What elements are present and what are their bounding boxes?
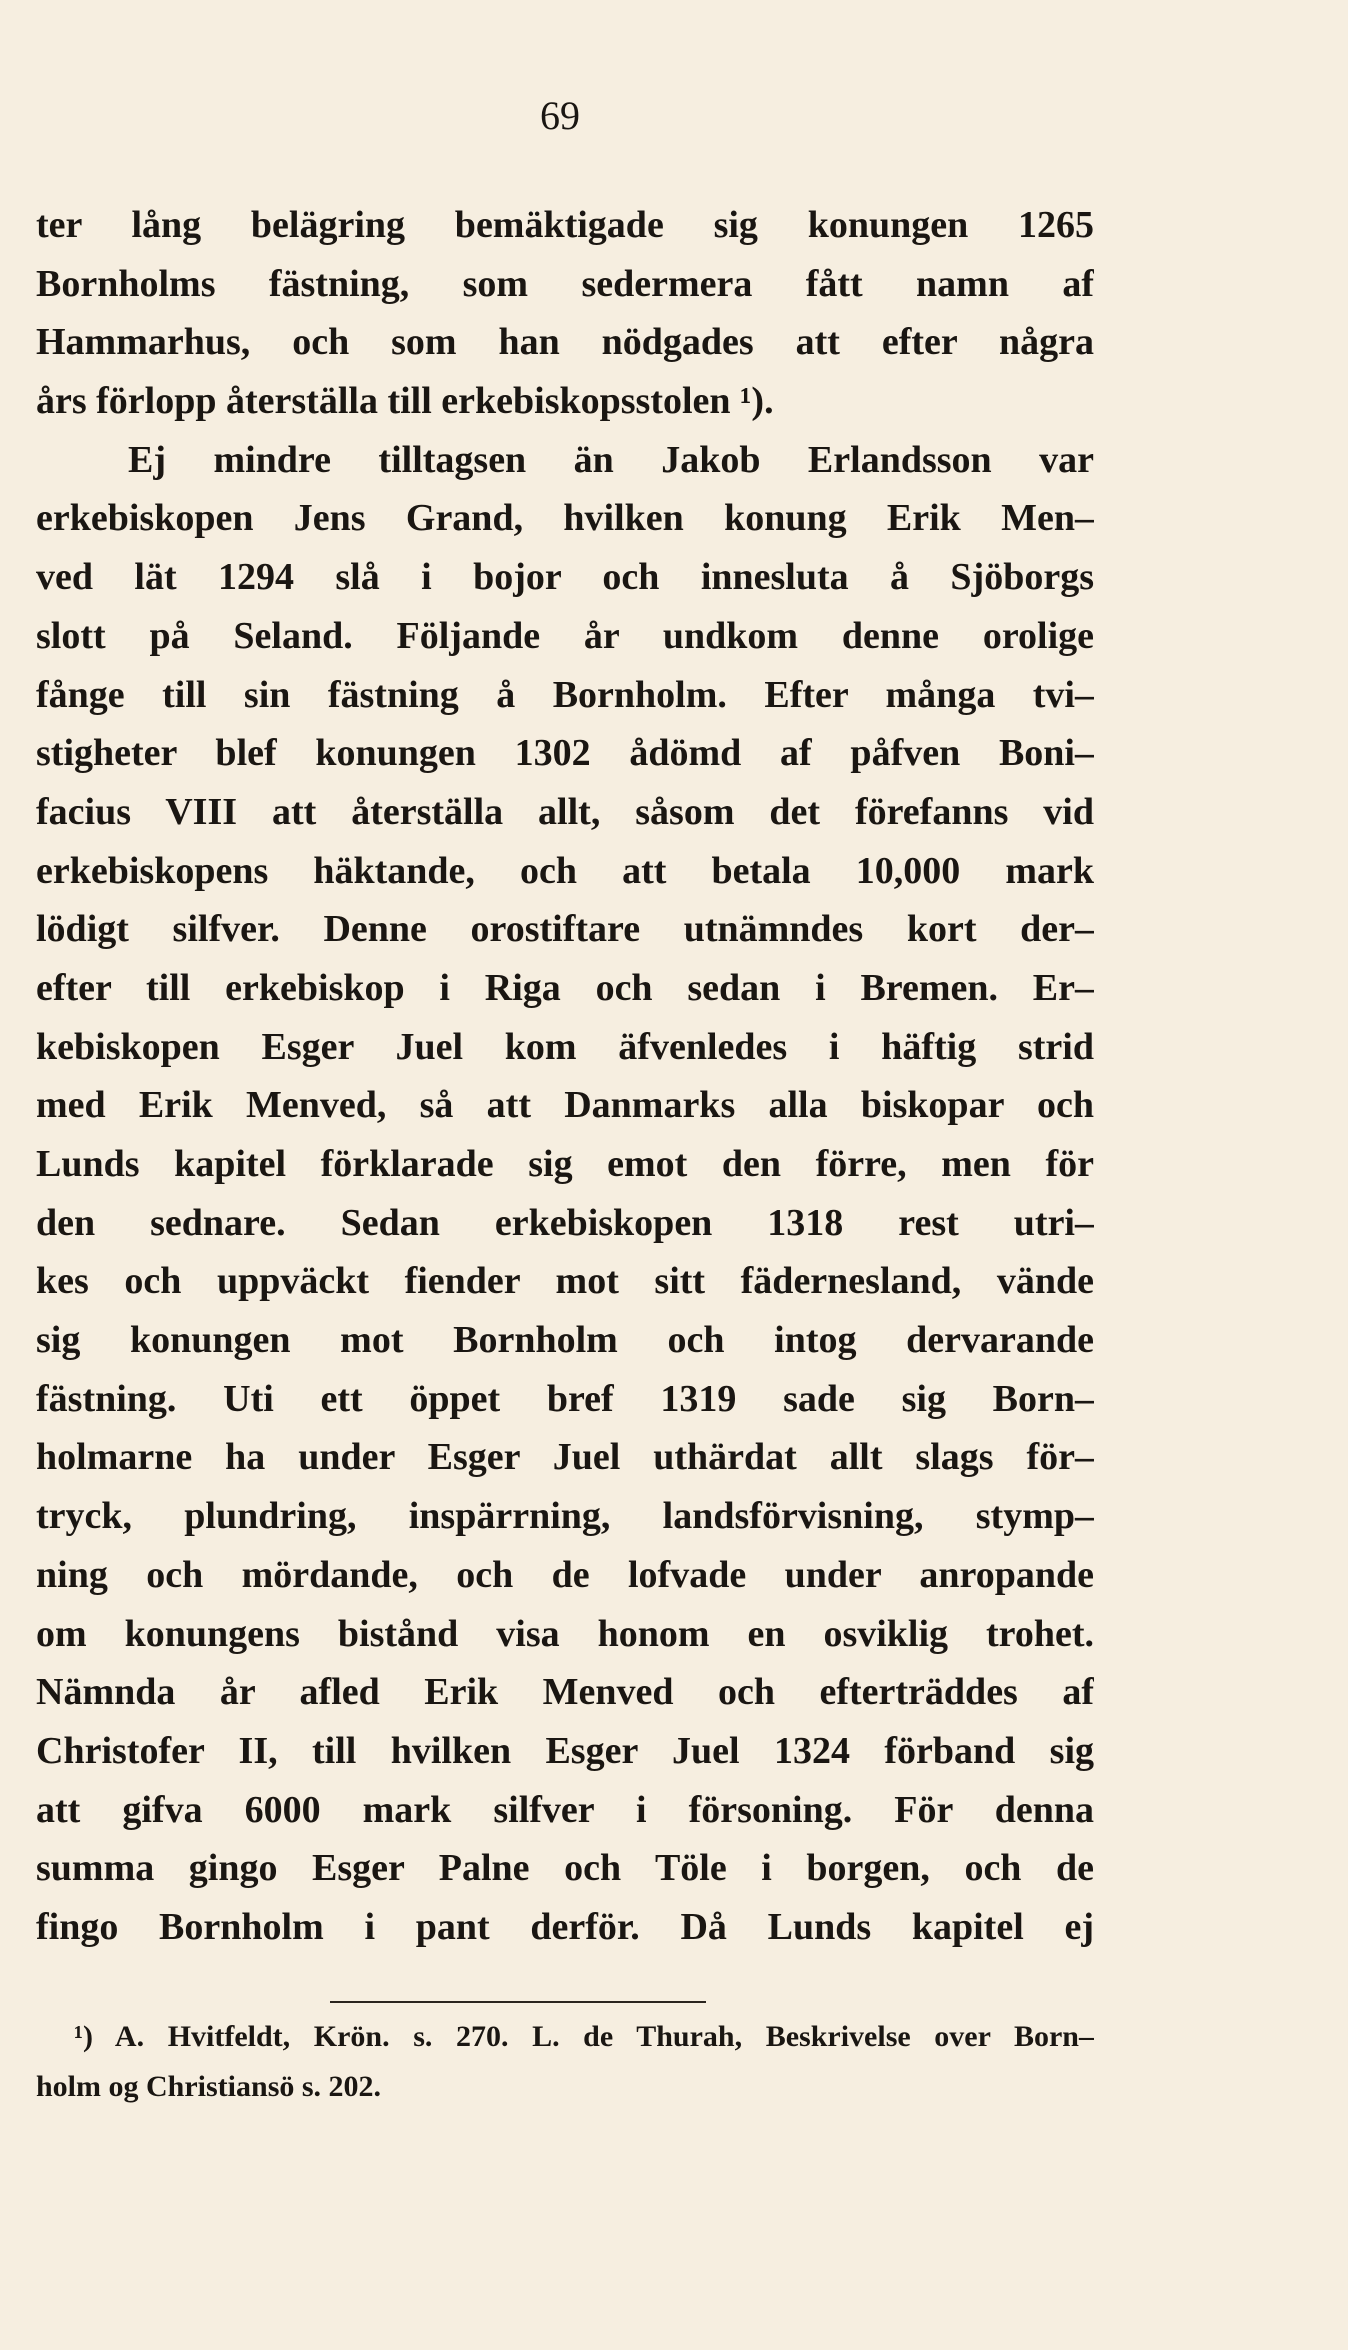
text-line: om konungens bistånd visa honom en osviklig trohet. <box>36 1612 1094 1655</box>
text-line: sig konungen mot Bornholm och intog dervarande <box>36 1319 1094 1362</box>
text-line: tryck, plundring, inspärrning, landsförvisning, stymp– <box>36 1495 1094 1538</box>
text-line: års förlopp återställa till erkebiskopsstolen ¹). <box>36 380 774 423</box>
text-line: holmarne ha under Esger Juel uthärdat allt slags för– <box>36 1436 1094 1479</box>
text-line: ning och mördande, och de lofvade under anropande <box>36 1553 1094 1596</box>
text-line: fingo Bornholm i pant derför. Då Lunds kapitel ej <box>36 1905 1094 1948</box>
text-line: att gifva 6000 mark silfver i försoning. För denna <box>36 1788 1094 1831</box>
text-line: efter till erkebiskop i Riga och sedan i Bremen. Er– <box>36 966 1094 1009</box>
text-line: Nämnda år afled Erik Menved och efterträddes af <box>36 1671 1094 1714</box>
text-line: facius VIII att återställa allt, såsom det förefanns vid <box>36 790 1094 833</box>
text-line: Lunds kapitel förklarade sig emot den förre, men för <box>36 1143 1094 1185</box>
body-text <box>36 196 1094 1957</box>
text-line: kebiskopen Esger Juel kom äfvenledes i häftig strid <box>36 1025 1094 1068</box>
text-line: lödigt silfver. Denne orostiftare utnämndes kort der– <box>36 908 1094 951</box>
text-line: summa gingo Esger Palne och Töle i borgen, och de <box>36 1847 1094 1890</box>
text-line: fånge till sin fästning å Bornholm. Efter många tvi– <box>36 673 1094 716</box>
text-line: Christofer II, till hvilken Esger Juel 1324 förband sig <box>36 1729 1094 1772</box>
footnote-line: ¹) A. Hvitfeldt, Krön. s. 270. L. de Thurah, Beskrivelse over Born– <box>74 2020 1094 2053</box>
text-line: Bornholms fästning, som sedermera fått namn af <box>36 262 1094 305</box>
text-line: erkebiskopens häktande, och att betala 10,000 mark <box>36 849 1094 892</box>
page-number: 69 <box>540 93 580 138</box>
footnote-divider <box>330 2001 706 2003</box>
text-line: Ej mindre tilltagsen än Jakob Erlandsson var <box>128 438 1094 481</box>
text-line: stigheter blef konungen 1302 ådömd af påfven Boni– <box>36 732 1094 775</box>
text-line: den sednare. Sedan erkebiskopen 1318 rest utri– <box>36 1201 1094 1244</box>
text-line: med Erik Menved, så att Danmarks alla biskopar och <box>36 1084 1094 1127</box>
text-line: ved lät 1294 slå i bojor och innesluta å Sjöborgs <box>36 556 1094 599</box>
text-line: erkebiskopen Jens Grand, hvilken konung Erik Men– <box>36 497 1094 540</box>
text-line: fästning. Uti ett öppet bref 1319 sade sig Born– <box>36 1377 1094 1420</box>
footnotes <box>36 2012 1094 2112</box>
text-line: kes och uppväckt fiender mot sitt fädernesland, vände <box>36 1260 1094 1303</box>
text-line: Hammarhus, och som han nödgades att efter några <box>36 321 1094 364</box>
text-line: slott på Seland. Följande år undkom denne orolige <box>36 614 1094 657</box>
footnote-line: holm og Christiansö s. 202. <box>36 2070 382 2103</box>
text-line: ter lång belägring bemäktigade sig konungen 1265 <box>36 204 1094 246</box>
